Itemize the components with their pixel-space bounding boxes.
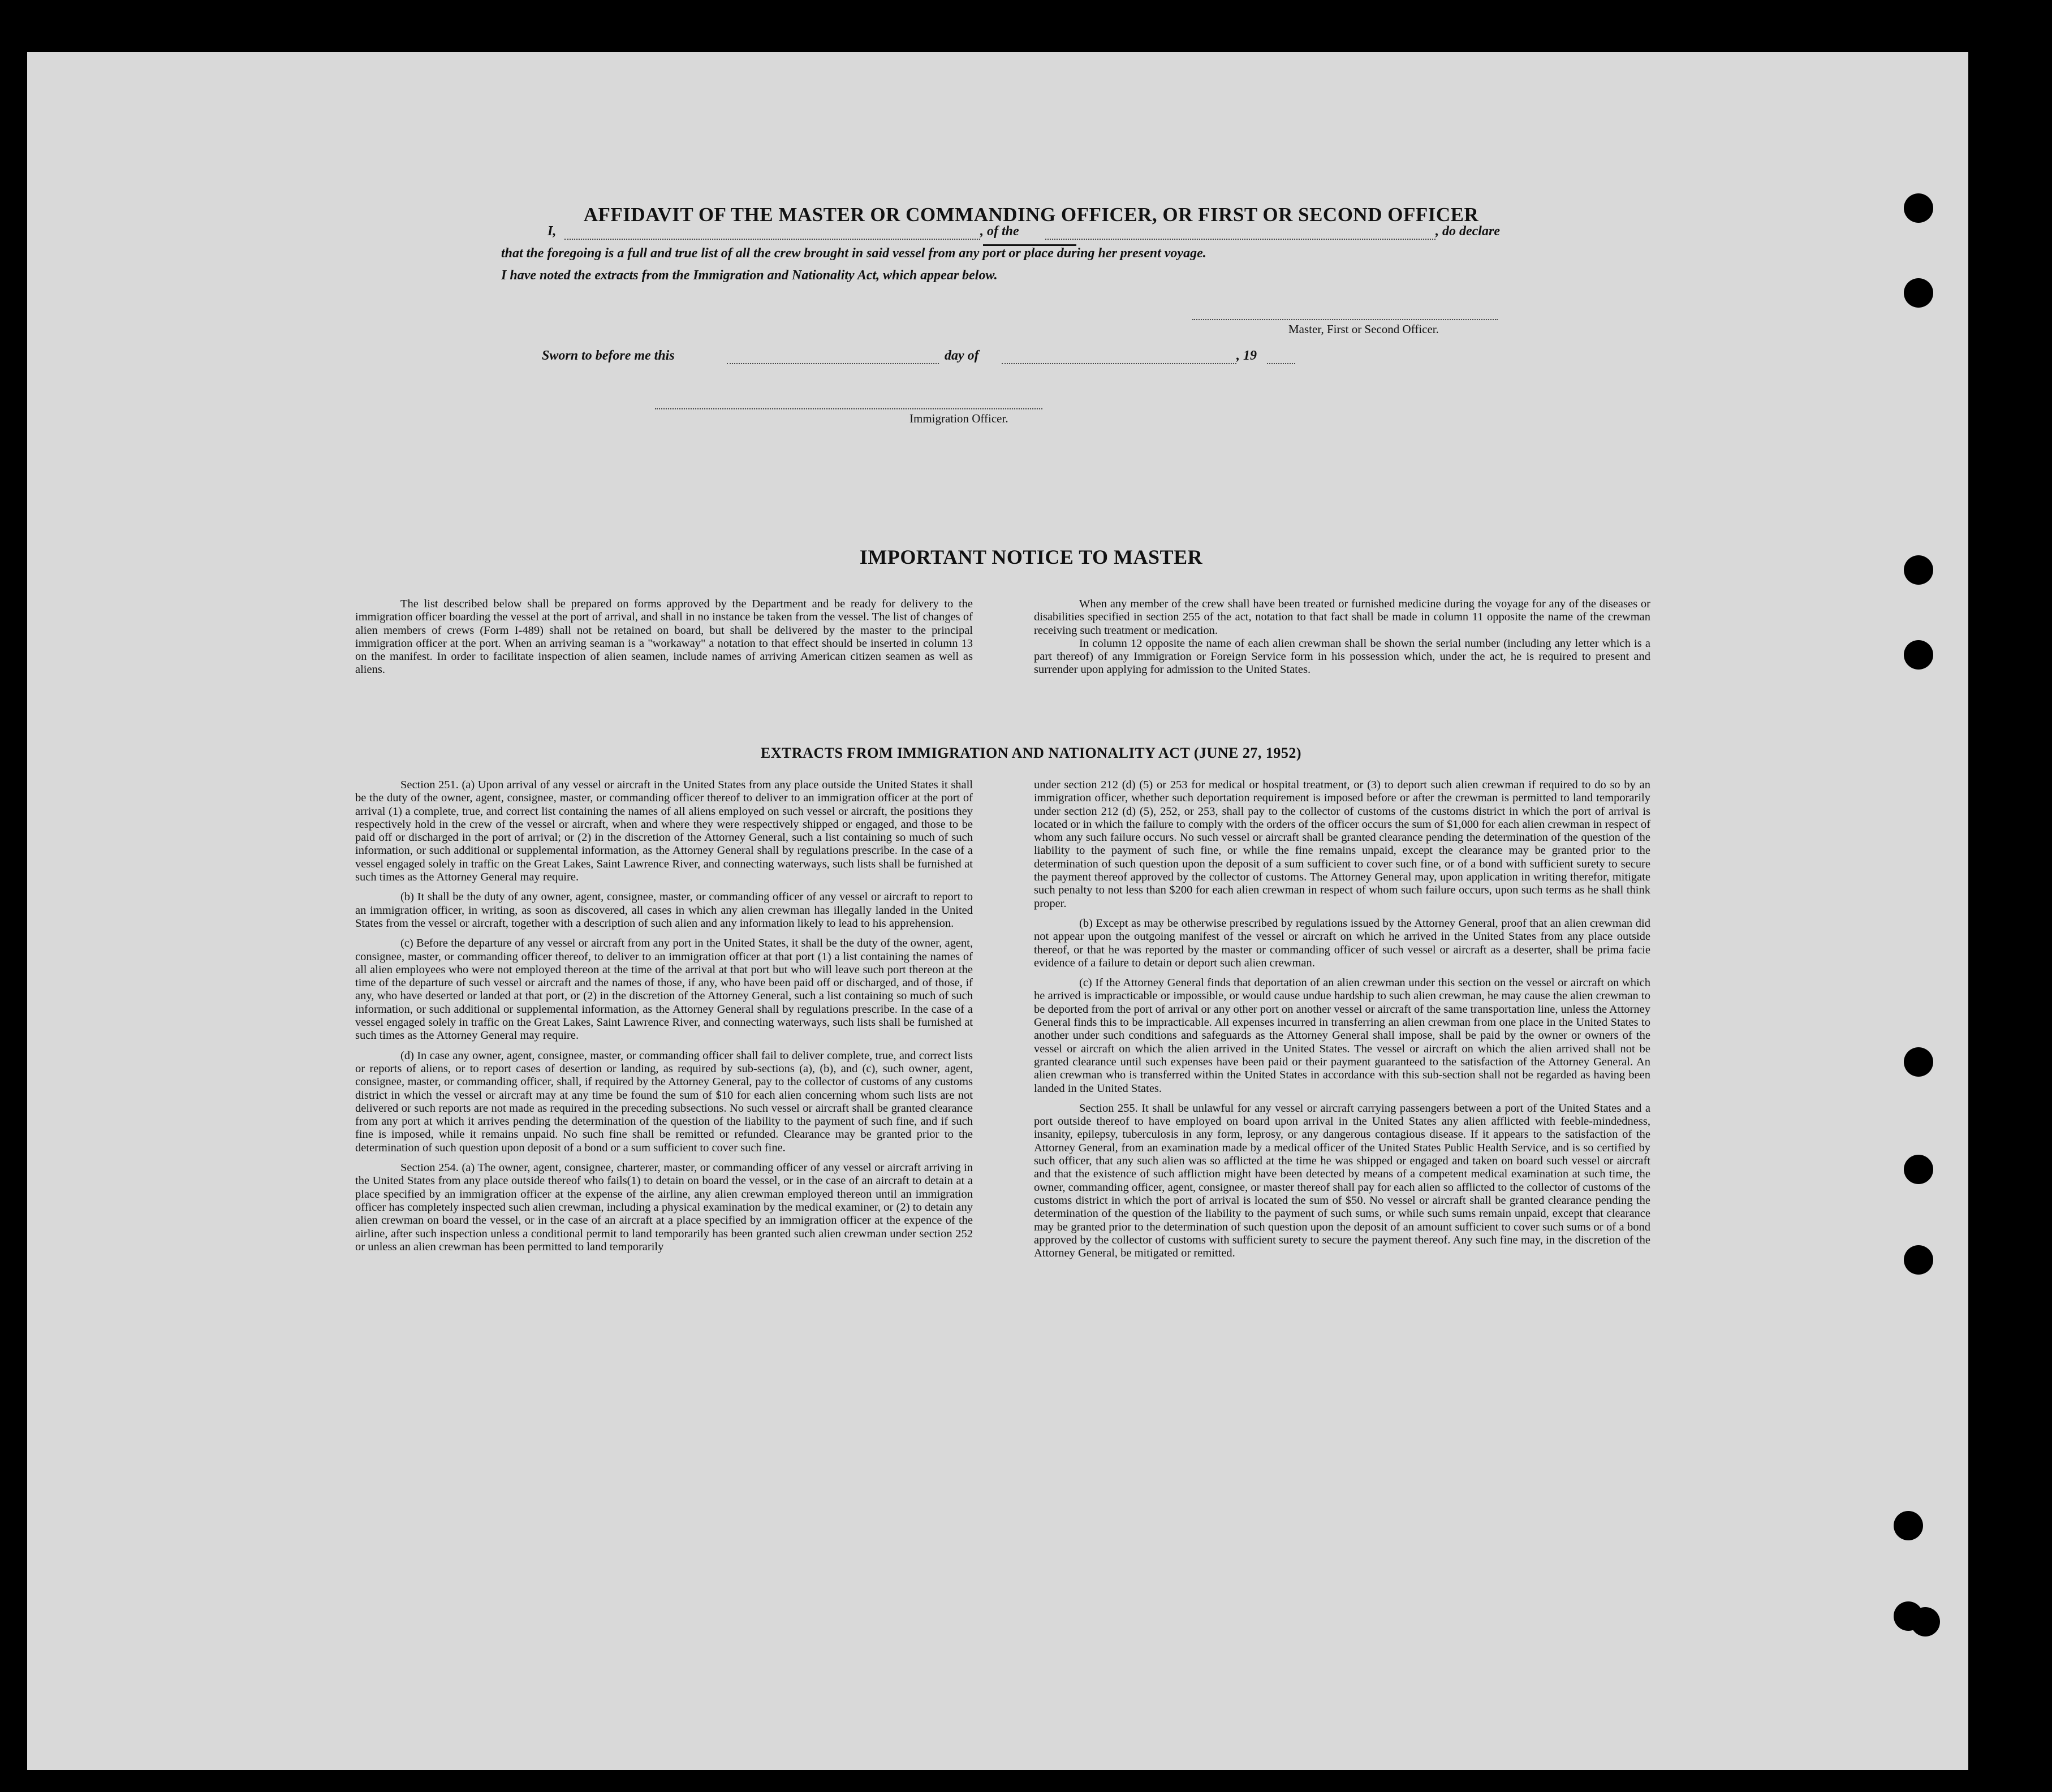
binder-hole: [1894, 1511, 1923, 1540]
notice-right-paragraph-1: When any member of the crew shall have been treated or furnished medicine during the voyage for any of the diseases or disabilities specified in section 255 of the act, notation to that fact shall be made in column 11 opposite the name of the crewman receiving such treatment or medication.: [1034, 598, 1650, 637]
extract-section-254b: (b) Except as may be otherwise prescribed by regulations issued by the Attorney General, proof that an alien crewman did not appear upon the outgoing manifest of the vessel or aircraft on which he arrived in the United States from any place outside thereof, or that he was reported by the master or commanding officer of such vessel or aircraft as a deserter, shall be prima facie evidence of a failure to detain or deport such alien crewman.: [1034, 917, 1650, 969]
binder-hole: [1904, 193, 1933, 223]
extract-section-254c: (c) If the Attorney General finds that deportation of an alien crewman under this section on the vessel or aircraft on which he arrived is impracticable or impossible, or would cause undue hardship to such alien crewman, he may cause the alien crewman to be deported from the port of arrival or any other port on another vessel or aircraft of the same transportation line, unless the Attorney General finds this to be impracticable. All expenses incurred in transferring an alien crewman from one place in the United States to another under such conditions and safeguards as the Attorney General shall impose, shall be paid by the owner or owners of the vessel or aircraft on which the alien arrived in the United States. The vessel or aircraft on which the alien arrived shall not be granted clearance until such expenses have been paid or their payment guaranteed to the satisfaction of the Attorney General. An alien crewman who is transferred within the United States in accordance with this sub-section shall not be regarded as having been landed in the United States.: [1034, 977, 1650, 1095]
binder-hole: [1911, 1607, 1940, 1636]
affidavit-i: I,: [548, 224, 557, 239]
notice-right-paragraph-2: In column 12 opposite the name of each alien crewman shall be shown the serial number (including any letter which is a part thereof) of any Immigration or Foreign Service form in his possession which, under the act, he is required to present and surrender upon applying for admission to the United States.: [1034, 637, 1650, 676]
immigration-officer-label: Immigration Officer.: [909, 412, 1008, 425]
bleed-through-ghost: [169, 168, 1752, 195]
extracts-right-column: [1034, 779, 1650, 1267]
binder-hole: [1904, 278, 1933, 308]
extract-section-254a-cont: under section 212 (d) (5) or 253 for medical or hospital treatment, or (3) to deport such alien crewman if required to do so by an immigration officer, whether such deportation requirement is imposed before or after the crewman is permitted to land temporarily under section 212 (d) (5), 252, or 253, shall pay to the collector of customs of the customs district in which the port of arrival is located or in which the failure to comply with the orders of the officer occurs the sum of $1,000 for each alien crewman in respect of whom any such failure occurs. No such vessel or aircraft shall be granted clearance pending the determination of the question of the liability to the payment of such fine, or while the fine remains unpaid, except the clearance may be granted prior to the determination of such question upon the deposit of a sum sufficient to cover such fine, or of a bond with sufficient surety to secure the payment thereof approved by the collector of customs. The Attorney General may, upon application in writing therefor, mitigate such penalty to not less than $200 for each alien crewman in respect of whom such failure occurs, upon such terms as he shall think proper.: [1034, 779, 1650, 910]
extract-section-255: Section 255. It shall be unlawful for any vessel or aircraft carrying passengers between a port of the United States and a port outside thereof to have employed on board upon arrival in the United States any alien afflicted with feeble-mindedness, insanity, epilepsy, tuberculosis in any form, leprosy, or any dangerous contagious disease. If it appears to the satisfaction of the Attorney General, from an examination made by a medical officer of the United States Public Health Service, and is so certified by such officer, that any such alien was so afflicted at the time he was shipped or engaged and taken on board such vessel or aircraft and that the existence of such affliction might have been detected by means of a competent medical examination at such time, the owner, commanding officer, agent, consignee, or master thereof shall pay for each alien so afflicted to the collector of customs of the customs district in which the port of arrival is located the sum of $50. No vessel or aircraft shall be granted clearance pending the determination of the question of the liability to the payment of such sums, or while such sums remain unpaid, except that clearance may be granted prior to the determination of such question upon the deposit of an amount sufficient to cover such sums or of a bond approved by the collector of customs with sufficient surety to secure the payment thereof. Any such fine may, in the discretion of the Attorney General, be mitigated or remitted.: [1034, 1102, 1650, 1260]
extracts-title: EXTRACTS FROM IMMIGRATION AND NATIONALITY ACT (JUNE 27, 1952): [760, 745, 1302, 761]
binder-hole: [1904, 1245, 1933, 1275]
immigration-officer-line[interactable]: [655, 408, 1042, 409]
affidavit-line-2: that the foregoing is a full and true list of all the crew brought in said vessel from any port or place during her present voyage.: [501, 246, 1206, 261]
vessel-blank[interactable]: [1045, 239, 1435, 240]
master-label: Master, First or Second Officer.: [1288, 322, 1439, 336]
affidavit-title: AFFIDAVIT OF THE MASTER OR COMMANDING OFFICER, OR FIRST OR SECOND OFFICER: [583, 204, 1479, 226]
binder-hole: [1904, 555, 1933, 585]
notice-left-column: [355, 598, 973, 684]
year-label: , 19: [1236, 348, 1257, 363]
affidavit-do-declare: , do declare: [1435, 224, 1500, 239]
affidavit-of-the: , of the: [980, 224, 1019, 239]
year-blank[interactable]: [1267, 363, 1295, 364]
name-blank[interactable]: [564, 239, 980, 240]
affidavit-line-3: I have noted the extracts from the Immigration and Nationality Act, which appear below.: [501, 268, 998, 283]
extract-section-251a: Section 251. (a) Upon arrival of any vessel or aircraft in the United States from any place outside the United States it shall be the duty of the owner, agent, consignee, master, or commanding officer thereof to deliver to an immigration officer at the port of arrival (1) a complete, true, and correct list containing the names of all aliens employed on such vessel or aircraft, the positions they respectively hold in the crew of the vessel or aircraft, when and where they were respectively shipped or engaged, and those to be paid off or discharged in the port of arrival; or (2) in the discretion of the Attorney General, such a list containing so much of such information, or such additional or supplemental information, as the Attorney General shall by regulations prescribe. In the case of a vessel engaged solely in traffic on the Great Lakes, Saint Lawrence River, and connecting waterways, such lists shall be furnished at such times as the Attorney General may require.: [355, 779, 973, 884]
notice-title: IMPORTANT NOTICE TO MASTER: [859, 546, 1203, 568]
binder-hole: [1904, 1155, 1933, 1184]
binder-hole: [1904, 1047, 1933, 1077]
document-page: [27, 52, 1968, 1770]
notice-right-column: [1034, 598, 1650, 684]
extracts-left-column: [355, 779, 973, 1260]
notice-left-paragraph: The list described below shall be prepared on forms approved by the Department and be ready for delivery to the immigration officer boarding the vessel at the port of arrival, and shall in no instance be taken from the vessel. The list of changes of alien members of crews (Form I-489) shall not be retained on board, but shall be delivered by the master to the principal immigration officer at the port. When an arriving seaman is a "workaway" a notation to that effect should be inserted in column 13 on the manifest. In order to facilitate inspection of alien seamen, include names of arriving American citizen seamen as well as aliens.: [355, 598, 973, 676]
master-signature-line[interactable]: [1192, 319, 1498, 320]
day-of-label: day of: [945, 348, 979, 363]
extract-section-251d: (d) In case any owner, agent, consignee, master, or commanding officer shall fail to deliver complete, true, and correct lists or reports of aliens, or to report cases of desertion or landing, as required by sub-sections (a), (b), and (c), such owner, agent, consignee, master, or commanding officer, shall, if required by the Attorney General, pay to the collector of customs of any customs district in which the vessel or aircraft may at any time be found the sum of $10 for each alien concerning whom such lists are not delivered or such reports are not made as required in the preceding subsections. No such vessel or aircraft shall be granted clearance from any port at which it arrives pending the determination of the question of the liability to the payment of such fine, and if such fine is imposed, while it remains unpaid. No such fine shall be remitted or refunded. Clearance may be granted prior to the determination of such question upon deposit of a bond or a sum sufficient to cover such fine.: [355, 1049, 973, 1154]
extract-section-251c: (c) Before the departure of any vessel or aircraft from any port in the United States, it shall be the duty of the owner, agent, consignee, master, or commanding officer thereof, to deliver to an immigration officer at that port (1) a list containing the names of all alien employees who were not employed thereon at the time of the arrival at that port but who will leave such port thereon at the time of the departure of such vessel or aircraft and the names of those, if any, who have been paid off or discharged, and of those, if any, who have deserted or landed at that port, or (2) in the discretion of the Attorney General, such a list containing so much of such information, or such additional or supplemental information, as the Attorney General shall by regulations prescribe. In the case of a vessel engaged solely in traffic on the Great Lakes, Saint Lawrence River, and connecting waterways, such lists shall be furnished at such times as the Attorney General may require.: [355, 937, 973, 1042]
sworn-label: Sworn to before me this: [542, 348, 675, 363]
extract-section-251b: (b) It shall be the duty of any owner, agent, consignee, master, or commanding officer of any vessel or aircraft to report to an immigration officer, in writing, as soon as discovered, all cases in which any alien crewman has illegally landed in the United States from the vessel or aircraft, together with a description of such alien and any information likely to lead to his apprehension.: [355, 891, 973, 930]
month-blank[interactable]: [1002, 363, 1236, 364]
binder-hole: [1904, 640, 1933, 670]
extract-section-254a: Section 254. (a) The owner, agent, consignee, charterer, master, or commanding officer of any vessel or aircraft arriving in the United States from any place outside thereof who fails(1) to detain on board the vessel, or in the case of an aircraft to detain at a place specified by an immigration officer at the expense of the airline, any alien crewman employed thereon until an immigration officer has completely inspected such alien crewman, including a physical examination by the medical examiner, or (2) to detain any alien crewman on board the vessel, or in the case of an aircraft at a place specified by an immigration officer at the expence of the airline, after such inspection unless a conditional permit to land temporarily has been granted such alien crewman under section 252 or unless an alien crewman has been permitted to land temporarily: [355, 1161, 973, 1253]
sworn-day-blank[interactable]: [727, 363, 939, 364]
